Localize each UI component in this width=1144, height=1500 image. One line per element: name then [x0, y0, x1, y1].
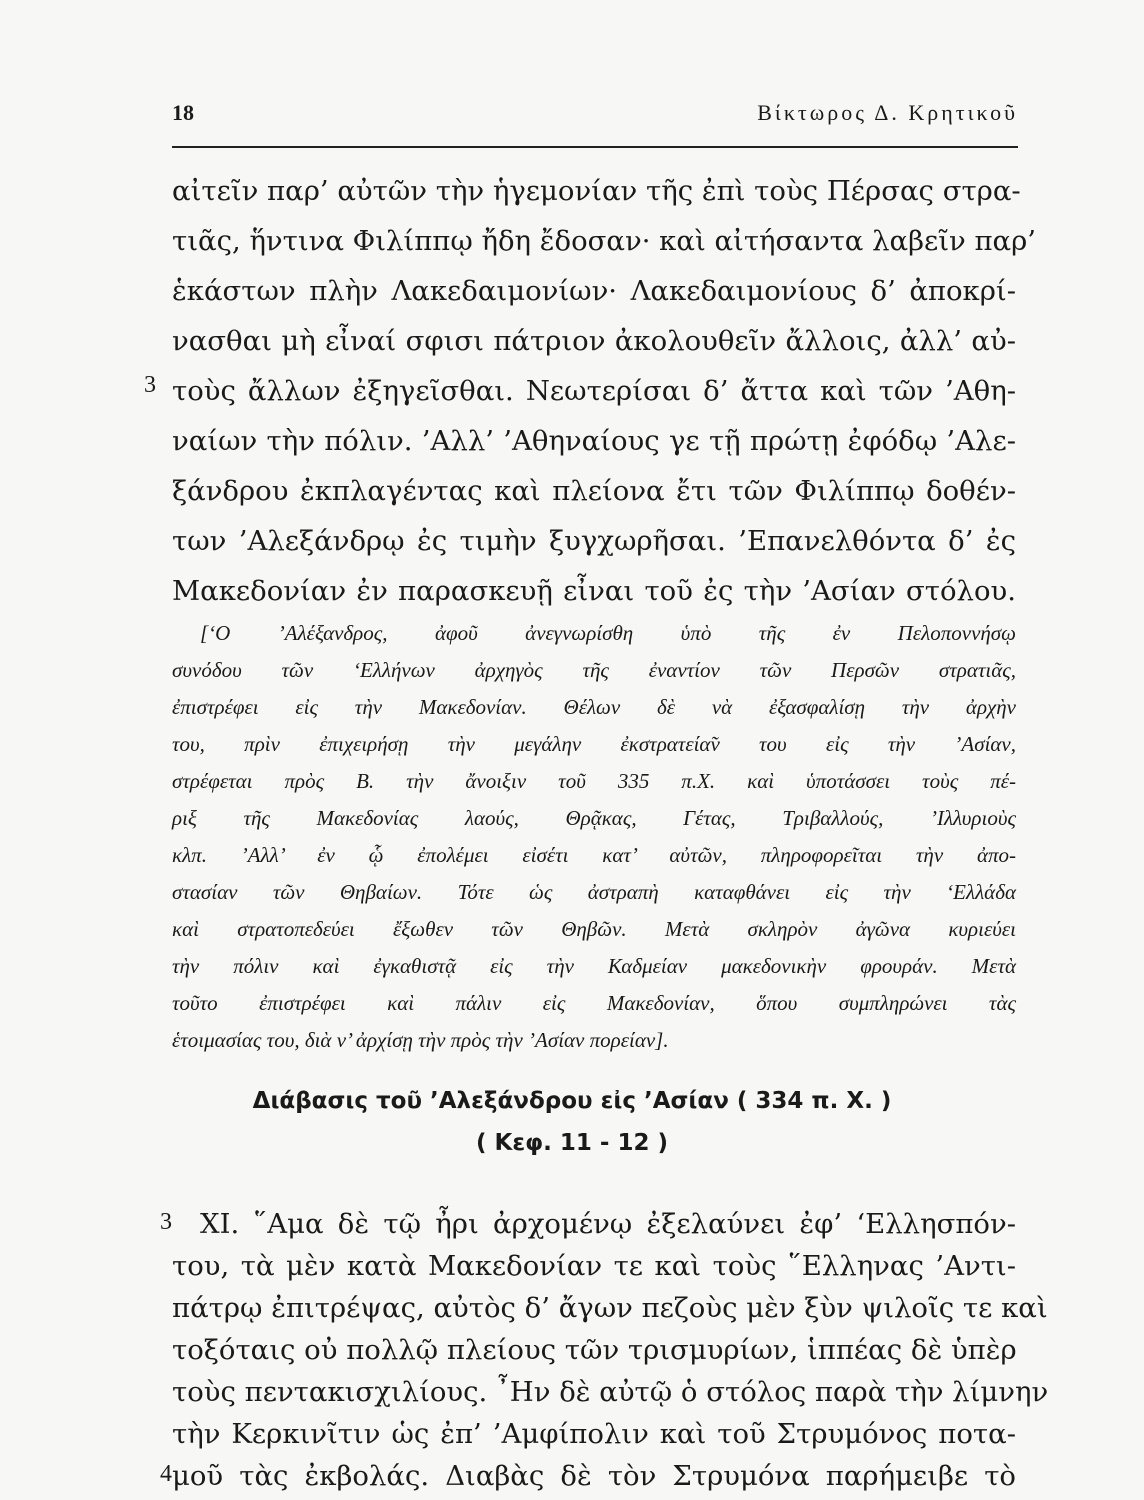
- margin-line-number: 3: [160, 1209, 172, 1235]
- margin-line-number: 3: [144, 372, 156, 398]
- commentary-line: στρέφεται πρὸς Β. τὴν ἄνοιξιν τοῦ 335 π.Χ. καὶ ὑποτάσσει τοὺς πέ-: [172, 769, 1016, 793]
- text-line: ξάνδρου ἐκπλαγέντας καὶ πλείονα ἔτι τῶν Φιλίππῳ δοθέν-: [172, 475, 1016, 507]
- commentary-line: συνόδου τῶν ‘Ελλήνων ἀρχηγὸς τῆς ἐναντίον τῶν Περσῶν στρατιᾶς,: [172, 658, 1016, 682]
- text-line: ναίων τὴν πόλιν. ’Αλλ’ ’Αθηναίους γε τῇ πρώτῃ ἐφόδῳ ’Αλε-: [172, 425, 1016, 457]
- commentary-line: ριξ τῆς Μακεδονίας λαούς, Θρᾷκας, Γέτας, Τριβαλλούς, ’Ιλλυριοὺς: [172, 806, 1016, 830]
- commentary-line: τὴν πόλιν καὶ ἐγκαθιστᾷ εἰς τὴν Καδμείαν μακεδονικὴν φρουράν. Μετὰ: [172, 954, 1016, 978]
- text-line: αἰτεῖν παρ’ αὐτῶν τὴν ἡγεμονίαν τῆς ἐπὶ τοὺς Πέρσας στρα-: [172, 175, 1021, 207]
- text-line: πάτρῳ ἐπιτρέψας, αὐτὸς δ’ ἄγων πεζοὺς μὲν ξὺν ψιλοῖς τε καὶ: [172, 1292, 1048, 1324]
- text-line: τοξόταις οὐ πολλῷ πλείους τῶν τρισμυρίων, ἱππέας δὲ ὑπὲρ: [172, 1334, 1017, 1366]
- text-line: τοὺς πεντακισχιλίους. ῏Ην δὲ αὐτῷ ὁ στόλος παρὰ τὴν λίμνην: [172, 1376, 1049, 1408]
- commentary-line: του, πρὶν ἐπιχειρήσῃ τὴν μεγάλην ἐκστρατεία̃ν του εἰς τὴν ’Ασίαν,: [172, 732, 1016, 756]
- text-line: τοὺς ἄλλων ἐξηγεῖσθαι. Νεωτερίσαι δ’ ἄττα καὶ τῶν ’Αθη-: [172, 375, 1016, 407]
- commentary-line: καὶ στρατοπεδεύει ἔξωθεν τῶν Θηβῶν. Μετὰ σκληρὸν ἀγῶνα κυριεύει: [172, 917, 1016, 941]
- running-head: Βίκτωρος Δ. Κρητικοῦ: [757, 100, 1018, 125]
- section-title: Διάβασις τοῦ ’Αλεξάνδρου εἰς ’Ασίαν ( 334 π. Χ. ): [252, 1088, 892, 1114]
- commentary-line: τοῦτο ἐπιστρέφει καὶ πάλιν εἰς Μακεδονίαν, ὅπου συμπληρώνει τὰς: [172, 991, 1016, 1015]
- text-line: XI. ῞Αμα δὲ τῷ ἦρι ἀρχομένῳ ἐξελαύνει ἐφ’ ‘Ελλησπόν-: [200, 1208, 1016, 1240]
- text-line: τιᾶς, ἥντινα Φιλίππῳ ἤδη ἔδοσαν· καὶ αἰτήσαντα λαβεῖν παρ’: [172, 225, 1037, 257]
- header-rule: [172, 146, 1018, 148]
- page-header: [172, 100, 1018, 136]
- text-line: του, τὰ μὲν κατὰ Μακεδονίαν τε καὶ τοὺς ῞Ελληνας ’Αντι-: [172, 1250, 1016, 1282]
- text-line: τὴν Κερκινῖτιν ὡς ἐπ’ ’Αμφίπολιν καὶ τοῦ Στρυμόνος ποτα-: [172, 1418, 1016, 1450]
- text-line: μοῦ τὰς ἐκβολάς. Διαβὰς δὲ τὸν Στρυμόνα παρήμειβε τὸ: [172, 1460, 1016, 1492]
- commentary-line: ἐπιστρέφει εἰς τὴν Μακεδονίαν. Θέλων δὲ νὰ ἐξασφαλίσῃ τὴν ἀρχὴν: [172, 695, 1016, 719]
- commentary-line: [‘Ο ’Αλέξανδρος, ἀφοῦ ἀνεγνωρίσθη ὑπὸ τῆς ἐν Πελοποννήσῳ: [200, 621, 1016, 645]
- text-line: ἑκάστων πλὴν Λακεδαιμονίων· Λακεδαιμονίους δ’ ἀποκρί-: [172, 275, 1016, 307]
- margin-line-number: 4: [160, 1461, 172, 1487]
- text-line: Μακεδονίαν ἐν παρασκευῇ εἶναι τοῦ ἐς τὴν ’Ασίαν στόλου.: [172, 575, 1016, 607]
- section-subtitle: ( Κεφ. 11 - 12 ): [476, 1130, 668, 1156]
- page-number: 18: [172, 100, 194, 125]
- commentary-line: στασίαν τῶν Θηβαίων. Τότε ὡς ἀστραπὴ καταφθάνει εἰς τὴν ‘Ελλάδα: [172, 880, 1016, 904]
- text-line: των ’Αλεξάνδρῳ ἐς τιμὴν ξυγχωρῆσαι. ’Επανελθόντα δ’ ἐς: [172, 525, 1016, 557]
- text-line: νασθαι μὴ εἶναί σφισι πάτριον ἀκολουθεῖν ἄλλοις, ἀλλ’ αὐ-: [172, 325, 1016, 357]
- commentary-line: ἑτοιμασίας του, διὰ ν’ ἀρχίσῃ τὴν πρὸς τὴν ’Ασίαν πορείαν].: [172, 1028, 669, 1052]
- commentary-line: κλπ. ’Αλλ’ ἐν ᾧ ἐπολέμει εἰσέτι κατ’ αὐτῶν, πληροφορεῖται τὴν ἀπο-: [172, 843, 1016, 867]
